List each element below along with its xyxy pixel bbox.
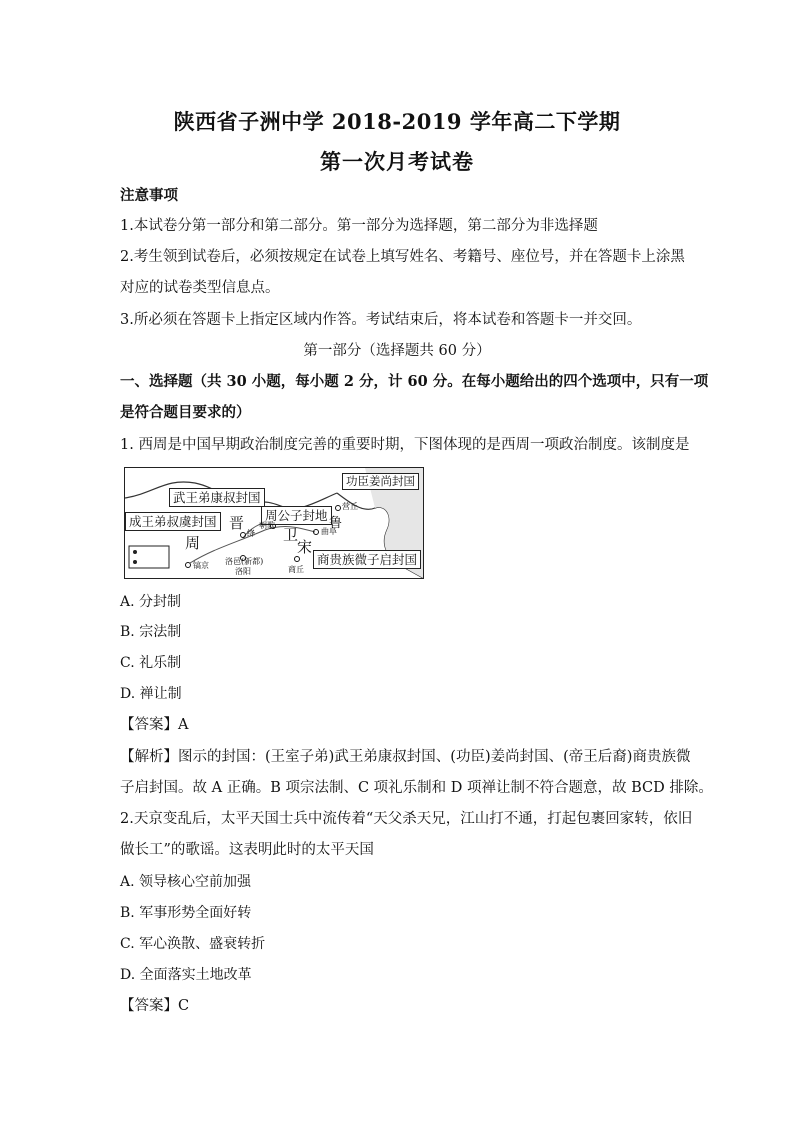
- region-zhou: 周: [185, 534, 201, 552]
- q1-option-b: B. 宗法制: [120, 624, 182, 640]
- q2-option-c: C. 军心涣散、盛衰转折: [120, 936, 266, 952]
- city-yingqiu: 营丘: [342, 502, 358, 511]
- region-lu: 鲁: [329, 516, 343, 531]
- region-jin: 晋: [229, 514, 245, 532]
- label-shang: 商贵族微子启封国: [313, 550, 421, 569]
- q2-option-b: B. 军事形势全面好转: [120, 905, 252, 921]
- city-luoyi: 洛邑(新都): [225, 557, 264, 566]
- q1-option-d: D. 禅让制: [120, 686, 182, 702]
- city-shangqiu: 商丘: [288, 565, 304, 574]
- notice-item-2: 2.考生领到试卷后，必须按规定在试卷上填写姓名、考籍号、座位号，并在答题卡上涂黑: [120, 249, 685, 265]
- q1-option-a: A. 分封制: [120, 594, 182, 610]
- notice-item-3: 3.所必须在答题卡上指定区域内作答。考试结束后，将本试卷和答题卡一并交回。: [120, 312, 642, 328]
- q1-analysis: 【解析】图示的封国：(王室子弟)武王弟康叔封国、(功臣)姜尚封国、(帝王后裔)商贵族微: [120, 749, 691, 765]
- question-2-stem-cont: 做长工”的歌谣。这表明此时的太平天国: [120, 842, 374, 858]
- exam-subtitle: 第一次月考试卷: [320, 149, 474, 174]
- legend-box: [129, 546, 169, 568]
- q1-analysis-cont: 子启封国。故 A 正确。B 项宗法制、C 项礼乐制和 D 项禅让制不符合题意，故 BCD 排除。: [120, 780, 713, 796]
- city-marker-haojing: [186, 563, 191, 568]
- q1-option-c: C. 礼乐制: [120, 655, 182, 671]
- section-heading: 一、选择题（共 30 小题，每小题 2 分，计 60 分。在每小题给出的四个选项中，只有一项: [120, 373, 709, 390]
- city-marker-shangqiu: [295, 557, 300, 562]
- notice-item-1: 1.本试卷分第一部分和第二部分。第一部分为选择题，第二部分为非选择题: [120, 218, 598, 234]
- label-zhougong: 周公子封地: [261, 506, 332, 525]
- city-qufu: 曲阜: [321, 527, 337, 536]
- city-luoyang: 洛阳: [235, 567, 251, 576]
- q2-option-a: A. 领导核心空前加强: [120, 874, 252, 890]
- part-one-heading: 第一部分（选择题共 60 分）: [303, 343, 491, 359]
- legend-dot: [133, 550, 137, 554]
- notice-item-2-cont: 对应的试卷类型信息点。: [120, 280, 280, 296]
- label-gongchen: 功臣姜尚封国: [342, 473, 419, 490]
- region-wei: 卫: [283, 526, 299, 544]
- q2-option-d: D. 全面落实土地改革: [120, 967, 252, 983]
- section-heading-cont: 是符合题目要求的）: [120, 404, 251, 421]
- city-marker-yingqiu: [336, 506, 341, 511]
- label-chengwang: 成王弟叔虞封国: [125, 512, 221, 531]
- legend-dot-2: [133, 560, 137, 564]
- city-chaoge: 朝歌: [259, 521, 275, 530]
- q2-answer: 【答案】C: [120, 998, 190, 1014]
- fiefdom-map: [124, 467, 424, 579]
- exam-title: 陕西省子洲中学 2018-2019 学年高二下学期: [173, 109, 621, 134]
- question-2-stem: 2.天京变乱后，太平天国士兵中流传着“天父杀天兄，江山打不通，打起包裹回家转，依旧: [120, 811, 693, 827]
- region-song: 宋: [297, 538, 313, 556]
- city-haojing: 镐京: [193, 561, 209, 570]
- notice-heading: 注意事项: [120, 187, 178, 204]
- label-wuwang: 武王弟康叔封国: [169, 488, 265, 507]
- q1-answer: 【答案】A: [120, 717, 189, 733]
- question-1-stem: 1. 西周是中国早期政治制度完善的重要时期，下图体现的是西周一项政治制度。该制度是: [120, 437, 690, 453]
- city-jiang: 绛: [247, 529, 255, 538]
